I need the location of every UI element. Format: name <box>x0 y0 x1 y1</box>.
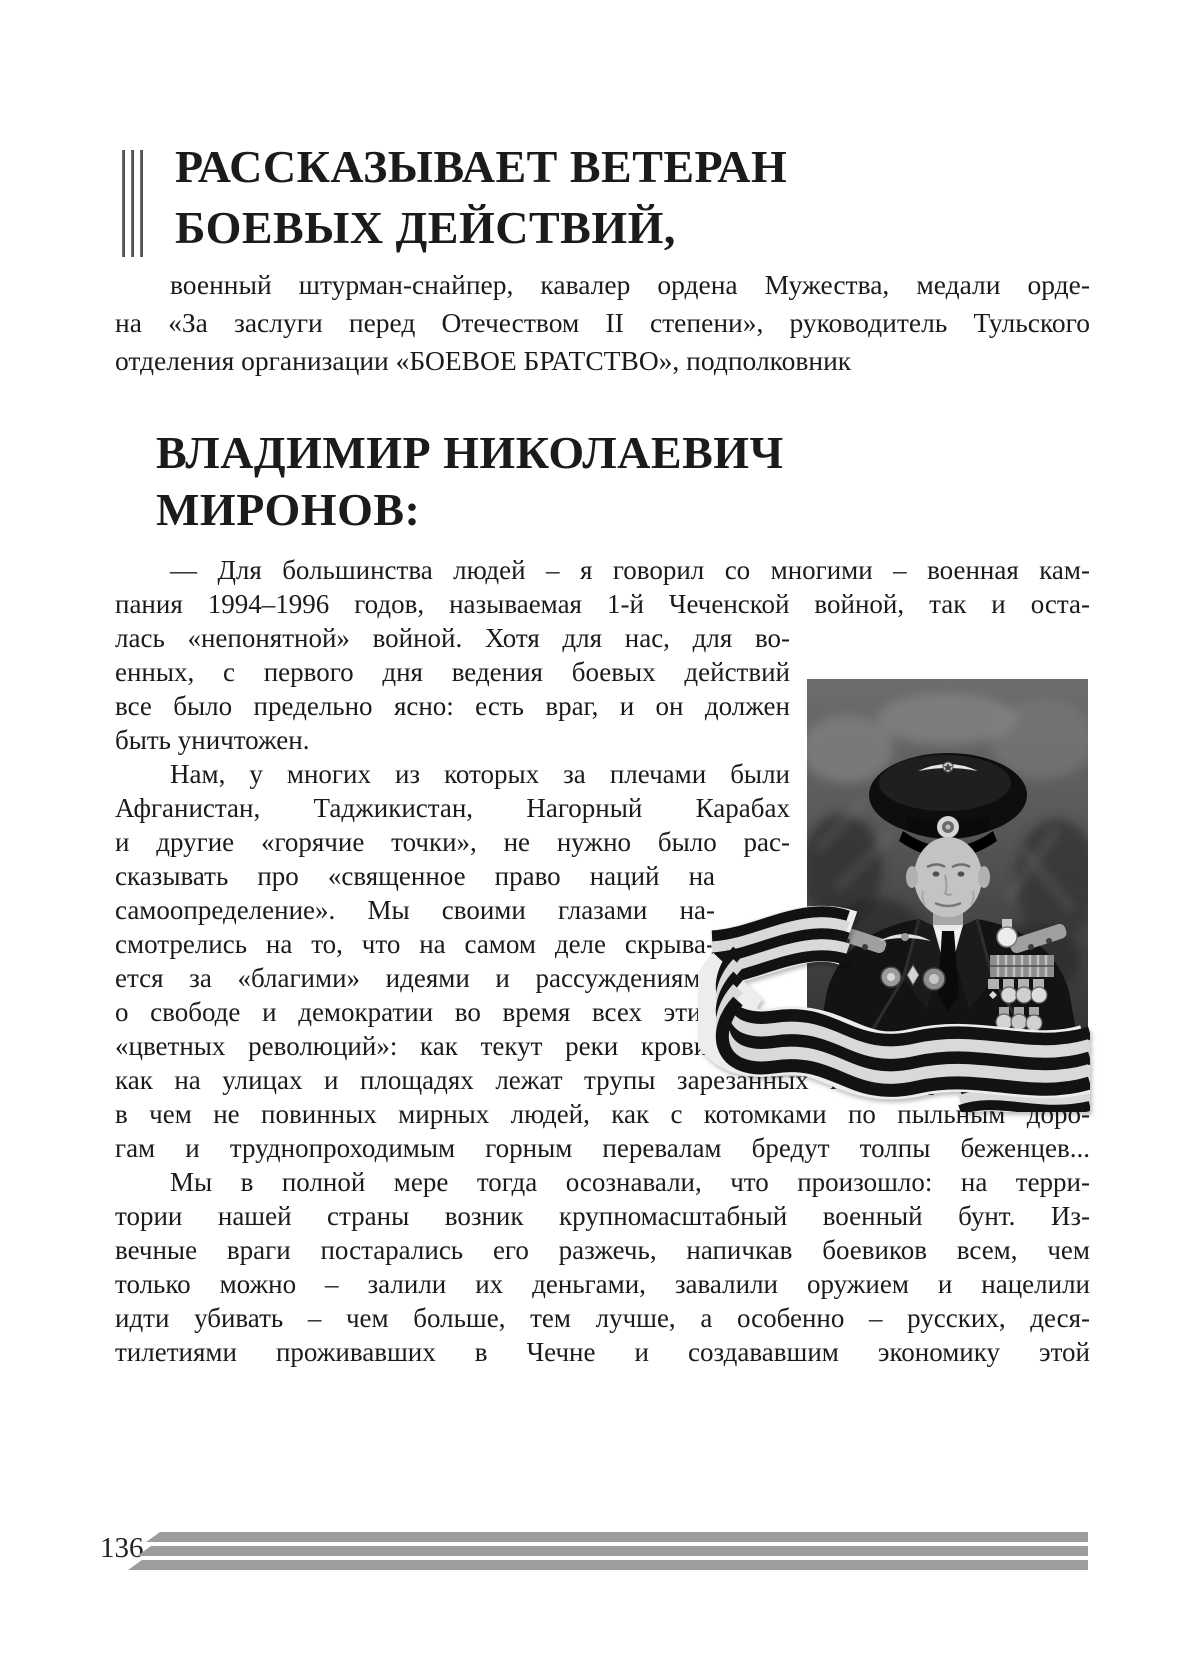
decoration-bar <box>140 150 143 257</box>
decoration-bar <box>131 150 134 257</box>
text-line: Нам, у многих из которых за плечами были <box>170 759 790 789</box>
text-line: — Для большинства людей – я говорил со многими – военная кам- <box>170 555 1090 585</box>
hanging-medals-row2 <box>996 1007 1042 1031</box>
text-line: только можно – залили их деньгами, завалили оружием и нацелили <box>115 1269 1090 1299</box>
text-line: лась «непонятной» войной. Хотя для нас, для во- <box>115 623 790 653</box>
text-line: тилетиями проживавших в Чечне и создававшим экономику этой <box>115 1337 1090 1367</box>
footer-rule <box>146 1532 1088 1542</box>
ribbon-bar-block <box>990 955 1054 977</box>
text-line: енных, с первого дня ведения боевых действий <box>115 657 790 687</box>
text-line: «цветных революций»: как текут реки крови, <box>115 1031 715 1061</box>
text-line: о свободе и демократии во время всех этих <box>115 997 715 1027</box>
text-line: все было предельно ясно: есть враг, и он должен <box>115 691 790 721</box>
text-line: и другие «горячие точки», не нужно было рас- <box>115 827 790 857</box>
text-line: в чем не повинных мирных людей, как с котомками по пыльным доро- <box>115 1099 1090 1129</box>
chapter-title-line: БОЕВЫХ ДЕЙСТВИЙ, <box>175 202 676 253</box>
veteran-name-line: ВЛАДИМИР НИКОЛАЕВИЧ <box>156 427 784 478</box>
intro-line: военный штурман-снайпер, кавалер ордена Мужества, медали орде- <box>170 269 1090 300</box>
cap-cockade <box>937 816 959 838</box>
text-line: смотрелись на то, что на самом деле скрыва- <box>115 929 715 959</box>
text-line: тории нашей страны возник крупномасштабный военный бунт. Из- <box>115 1201 1090 1231</box>
text-line: Афганистан, Таджикистан, Нагорный Карабах <box>115 793 790 823</box>
intro-paragraph <box>115 266 1090 380</box>
chapter-title-line: РАССКАЗЫВАЕТ ВЕТЕРАН <box>175 141 788 192</box>
chapter-title <box>175 136 1090 258</box>
decoration-bar <box>122 150 125 257</box>
text-line: пания 1994–1996 годов, называемая 1-й Чеченской войной, так и оста- <box>115 589 1090 619</box>
text-line: вечные враги постарались его разжечь, напичкав боевиков всем, чем <box>115 1235 1090 1265</box>
footer-rule <box>137 1546 1088 1556</box>
heading-decoration-bars <box>122 150 143 257</box>
text-line: Мы в полной мере тогда осознавали, что произошло: на терри- <box>170 1167 1090 1197</box>
text-line: быть уничтожен. <box>115 725 310 755</box>
intro-line: на «За заслуги перед Отечеством II степени», руководитель Тульского <box>115 307 1090 338</box>
text-line: как на улицах и площадях лежат трупы зарезанных и расстрелянных ни <box>115 1065 1090 1095</box>
page-number: 136 <box>100 1532 144 1564</box>
intro-line: отделения организации «БОЕВОЕ БРАТСТВО», подполковник <box>115 345 852 376</box>
text-line: гам и труднопроходимым горным перевалам бредут толпы беженцев... <box>115 1133 1090 1163</box>
veteran-name-heading <box>156 424 1090 538</box>
veteran-portrait-photo <box>807 679 1088 1058</box>
text-line: самоопределение». Мы своими глазами на- <box>115 895 715 925</box>
footer-rule <box>128 1560 1088 1570</box>
text-line: идти убивать – чем больше, тем лучше, а особенно – русских, деся- <box>115 1303 1090 1333</box>
text-line: ется за «благими» идеями и рассуждениями <box>115 963 715 993</box>
veteran-name-line: МИРОНОВ: <box>156 484 421 535</box>
text-line: сказывать про «священное право наций на <box>115 861 715 891</box>
